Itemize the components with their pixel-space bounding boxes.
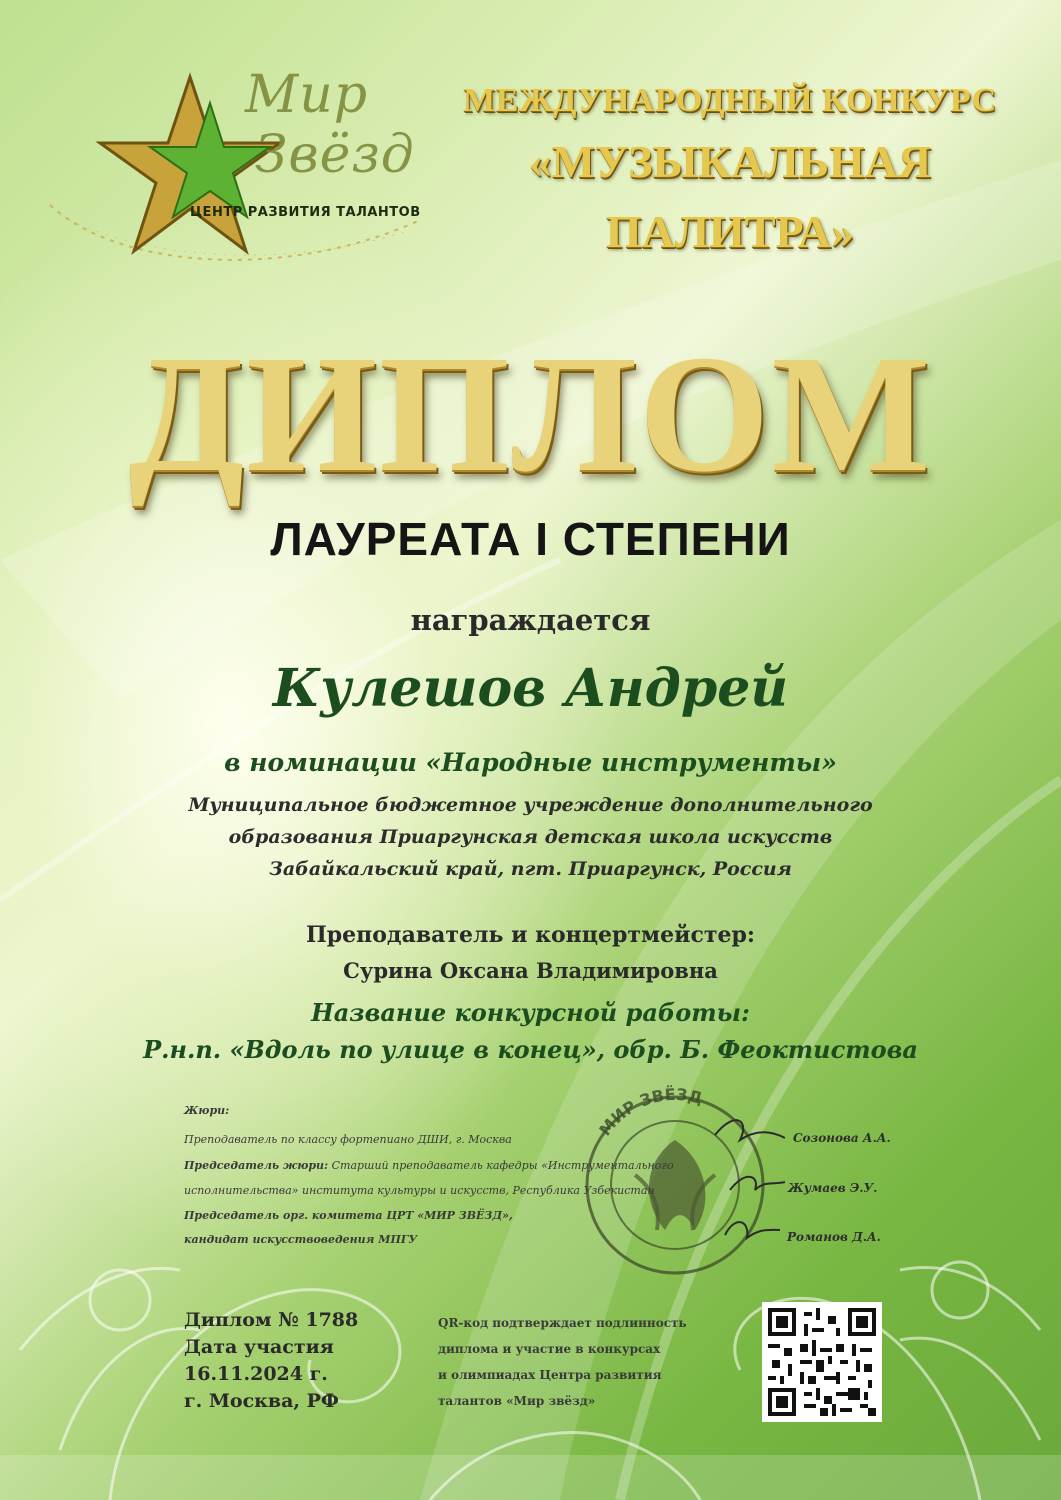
nomination: в номинации «Народные инструменты» [224,748,837,777]
logo-script-mir: Мир [245,65,369,125]
qr-note-line: диплома и участие в конкурсах [438,1342,661,1356]
organization-line: Забайкальский край, пгт. Приаргунск, Россия [269,858,792,880]
logo-script-zvezd: Звёзд [255,125,415,185]
jury-line: исполнительства» института культуры и искусств, Республика Узбекистан [184,1184,655,1197]
signatory-name: Жумаев Э.У. [788,1181,878,1195]
jury-line: Председатель орг. комитета ЦРТ «МИР ЗВЁЗД», [184,1209,513,1222]
logo-subtitle: ЦЕНТР РАЗВИТИЯ ТАЛАНТОВ [190,205,421,220]
svg-text:МИР ЗВЁЗД [595,1085,704,1140]
seal-text: МИР ЗВЁЗД [595,1084,705,1140]
laureate-degree: ЛАУРЕАТА I СТЕПЕНИ [270,513,791,565]
qr-code-icon[interactable] [762,1302,882,1422]
jury-chair-label: Председатель жюри: [184,1159,329,1172]
signatory-name: Созонова А.А. [793,1131,891,1145]
awarded-label: награждается [410,603,651,637]
jury-line: кандидат искусствоведения МПГУ [184,1233,418,1246]
seal-stamp-icon [565,1080,785,1280]
jury-heading: Жюри: [184,1104,230,1117]
jury-line: Преподаватель по классу фортепиано ДШИ, г. Москва [184,1133,512,1146]
qr-note-line: талантов «Мир звёзд» [438,1394,596,1408]
recipient-name: Кулешов Андрей [272,658,789,719]
signatory-name: Романов Д.А. [787,1230,881,1244]
diploma-number: Диплом № 1788 [184,1309,359,1331]
work-label: Название конкурсной работы: [311,998,750,1027]
work-title: Р.н.п. «Вдоль по улице в конец», обр. Б. Феоктистова [143,1035,918,1064]
contest-title-line3: ПАЛИТРА» [605,206,855,257]
city: г. Москва, РФ [184,1390,339,1412]
contest-title-line2: «МУЗЫКАЛЬНАЯ [528,136,932,187]
teacher-label: Преподаватель и концертмейстер: [306,922,755,948]
participation-date: 16.11.2024 г. [184,1363,328,1385]
jury-line [184,1159,674,1172]
organization-line: Муниципальное бюджетное учреждение дополнительного [188,794,873,816]
logo [40,55,440,275]
participation-label: Дата участия [184,1336,334,1358]
jury-chair-desc: Старший преподаватель кафедры «Инструментального [328,1159,674,1172]
qr-note-line: QR-код подтверждает подлинность [438,1316,687,1330]
organization-line: образования Приаргунская детская школа искусств [228,826,833,848]
contest-title-line1: МЕЖДУНАРОДНЫЙ КОНКУРС [463,82,997,119]
teacher-name: Сурина Оксана Владимировна [343,958,718,983]
diploma-title: ДИПЛОМ [128,321,933,507]
qr-note-line: и олимпиадах Центра развития [438,1368,662,1382]
